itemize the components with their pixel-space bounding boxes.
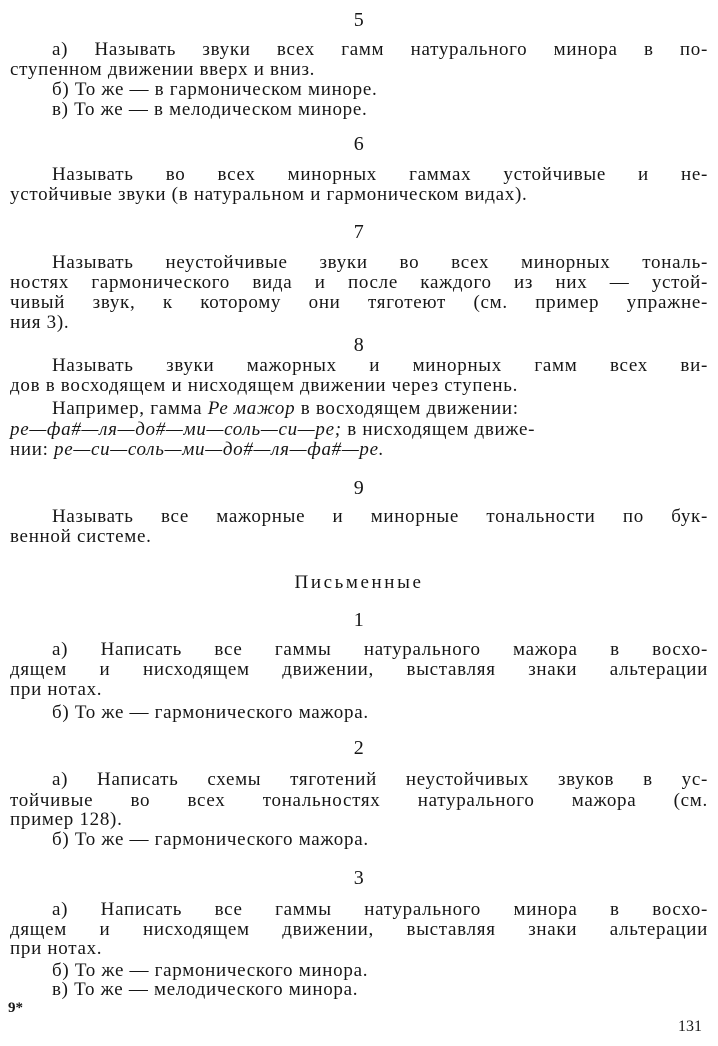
text-line: дящем и нисходящем движении, выставляя знаки альтерации: [10, 659, 708, 680]
text-line: б) То же — гармонического минора.: [52, 960, 369, 981]
text-line: в) То же — в мелодическом миноре.: [52, 99, 368, 120]
text-line: дов в восходящем и нисходящем движении через ступень.: [10, 375, 519, 396]
text-line: а) Написать все гаммы натурального минора в восхо-: [52, 899, 708, 920]
text-line: б) То же — в гармоническом миноре.: [52, 79, 378, 100]
text-fragment: в восходящем движении:: [295, 398, 519, 419]
text-line: чивый звук, к которому они тяготеют (см. пример упражне-: [10, 292, 708, 313]
text-line: а) Называть звуки всех гамм натурального минора в по-: [52, 39, 708, 60]
text-fragment: Например, гамма: [52, 398, 208, 419]
text-line: Называть звуки мажорных и минорных гамм всех ви-: [52, 355, 708, 376]
text-line: Называть все мажорные и минорные тональности по бук-: [52, 506, 708, 527]
text-line: ностях гармонического вида и после каждого из них — устой-: [10, 272, 708, 293]
example-line: [52, 399, 708, 419]
text-line: при нотах.: [10, 938, 103, 959]
key-name: Ре мажор: [207, 398, 296, 419]
ascending-sequence: ре—фа#—ля—до#—ми—соль—си—ре;: [10, 419, 342, 440]
signature-mark: 9*: [8, 1000, 23, 1016]
section-heading: Письменные: [294, 572, 424, 593]
text-fragment: в нисходящем движе-: [341, 419, 536, 440]
text-line: б) То же — гармонического мажора.: [52, 702, 369, 723]
exercise-number: 7: [353, 221, 365, 243]
text-line: ступенном движении вверх и вниз.: [10, 59, 316, 80]
exercise-number: 1: [353, 609, 365, 631]
text-line: в) То же — мелодического минора.: [52, 979, 359, 1000]
text-line: дящем и нисходящем движении, выставляя знаки альтерации: [10, 919, 708, 940]
text-line: Называть во всех минорных гаммах устойчивые и не-: [52, 164, 708, 185]
exercise-number: 9: [353, 477, 365, 499]
exercise-number: 2: [353, 737, 365, 759]
exercise-number: 3: [353, 867, 365, 889]
page-number: 131: [678, 1018, 702, 1035]
note-sequence-line: [10, 420, 708, 440]
text-line: пример 128).: [10, 809, 123, 830]
text-line: устойчивые звуки (в натуральном и гармоническом видах).: [10, 184, 528, 205]
text-fragment: нии:: [10, 439, 55, 460]
note-sequence-line: [10, 440, 708, 460]
text-line: а) Написать все гаммы натурального мажора в восхо-: [52, 639, 708, 660]
text-line: а) Написать схемы тяготений неустойчивых звуков в ус-: [52, 769, 708, 790]
exercise-number: 5: [353, 9, 365, 31]
text-line: тойчивые во всех тональностях натурального мажора (см.: [10, 790, 708, 811]
exercise-number: 6: [353, 133, 365, 155]
exercise-number: 8: [353, 334, 365, 356]
text-line: при нотах.: [10, 679, 103, 700]
text-line: венной системе.: [10, 526, 152, 547]
text-line: Называть неустойчивые звуки во всех минорных тональ-: [52, 252, 708, 273]
text-line: ния 3).: [10, 312, 70, 333]
text-line: б) То же — гармонического мажора.: [52, 829, 369, 850]
descending-sequence: ре—си—соль—ми—до#—ля—фа#—ре.: [54, 439, 385, 460]
